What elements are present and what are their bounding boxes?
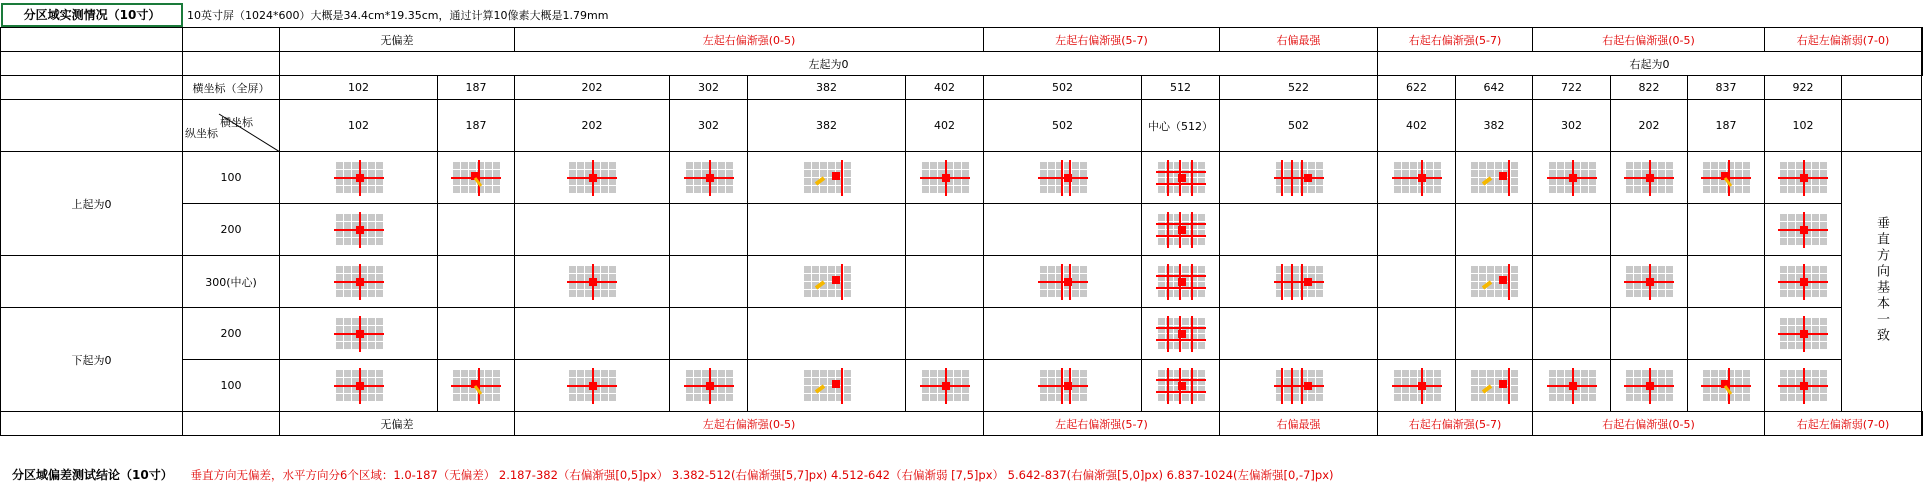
group-footer-row <box>1 412 1923 436</box>
x-relative-value: 382 <box>748 100 906 152</box>
side-note-text: 垂直方向基本一致 <box>1874 216 1889 344</box>
x-relative-value: 中心（512） <box>1142 100 1220 152</box>
touch-test-thumbnail <box>1701 368 1751 404</box>
touch-test-thumbnail <box>802 264 852 300</box>
x-relative-value: 502 <box>1220 100 1378 152</box>
test-cell <box>1533 152 1611 204</box>
test-cell <box>1688 204 1765 256</box>
test-cell <box>670 204 748 256</box>
axis-corner-cell <box>183 100 280 152</box>
touch-test-thumbnail <box>567 264 617 300</box>
touch-test-thumbnail <box>1156 264 1206 300</box>
blank-cell <box>1922 52 1923 76</box>
test-cell <box>1220 308 1378 360</box>
test-cell <box>984 308 1142 360</box>
group-right-right-0-5: 右起右偏渐强(0-5) <box>1533 412 1765 436</box>
test-cell <box>984 204 1142 256</box>
x-fullscreen-value: 512 <box>1142 76 1220 100</box>
conclusion-text: 垂直方向无偏差，水平方向分6个区域：1.0-187（无偏差） 2.187-382（右偏渐强[0,5]px） 3.382-512(右偏渐强[5,7]px) 4.512-642（右偏渐弱 [7,5]px） 5.642-837(右偏渐强[5,0]px) 6.837-1024(左偏渐强[0,-7]px) <box>190 468 1334 482</box>
test-cell <box>1688 308 1765 360</box>
blank-cell <box>1 412 183 436</box>
section-top: 上起为0 <box>1 152 183 256</box>
touch-test-thumbnail <box>1469 160 1519 196</box>
x-relative-value: 202 <box>1611 100 1688 152</box>
touch-test-thumbnail <box>1624 368 1674 404</box>
group-right-right-0-5: 右起右偏渐强(0-5) <box>1533 28 1765 52</box>
data-row <box>1 360 1923 412</box>
group-right-left-7-0: 右起左偏渐弱(7-0) <box>1765 412 1922 436</box>
touch-test-thumbnail <box>1778 368 1828 404</box>
x-axis-label: 横坐标 <box>220 116 253 129</box>
x-fullscreen-value: 102 <box>280 76 438 100</box>
y-value: 200 <box>183 308 280 360</box>
y-value: 300(中心) <box>183 256 280 308</box>
test-cell <box>670 308 748 360</box>
blank-cell <box>1 100 183 152</box>
x-relative-value: 202 <box>515 100 670 152</box>
touch-test-thumbnail <box>1274 368 1324 404</box>
group-right-right-5-7: 右起右偏渐强(5-7) <box>1378 28 1533 52</box>
test-cell <box>748 360 906 412</box>
touch-test-thumbnail <box>684 368 734 404</box>
test-cell <box>1142 204 1220 256</box>
conclusion-title: 分区域偏差测试结论（10寸） <box>12 468 173 482</box>
data-row <box>1 152 1923 204</box>
touch-test-thumbnail <box>1274 160 1324 196</box>
section-bottom: 下起为0 <box>1 308 183 412</box>
test-cell <box>515 308 670 360</box>
touch-test-thumbnail <box>1274 264 1324 300</box>
touch-test-thumbnail <box>802 368 852 404</box>
test-cell <box>1456 308 1533 360</box>
x-relative-row <box>1 100 1923 152</box>
test-cell <box>1456 360 1533 412</box>
y-value: 200 <box>183 204 280 256</box>
x-relative-value: 402 <box>1378 100 1456 152</box>
touch-test-thumbnail <box>1778 264 1828 300</box>
touch-test-thumbnail <box>451 160 501 196</box>
touch-test-thumbnail <box>1392 368 1442 404</box>
touch-test-thumbnail <box>1701 160 1751 196</box>
group-left-right-5-7: 左起右偏渐强(5-7) <box>984 412 1220 436</box>
touch-test-thumbnail <box>1038 264 1088 300</box>
x-fullscreen-value: 402 <box>906 76 984 100</box>
test-cell <box>1765 256 1842 308</box>
x-fullscreen-row <box>1 76 1923 100</box>
group-no-offset: 无偏差 <box>280 28 515 52</box>
touch-test-thumbnail <box>567 368 617 404</box>
group-left-right-0-5: 左起右偏渐强(0-5) <box>515 412 984 436</box>
test-cell <box>1611 360 1688 412</box>
touch-test-thumbnail <box>1547 160 1597 196</box>
group-left-right-5-7: 左起右偏渐强(5-7) <box>984 28 1220 52</box>
test-cell <box>1220 256 1378 308</box>
test-cell <box>1378 360 1456 412</box>
test-cell <box>280 152 438 204</box>
side-note <box>1842 152 1922 412</box>
group-right-strongest: 右偏最强 <box>1220 28 1378 52</box>
test-cell <box>1533 360 1611 412</box>
test-cell <box>1378 204 1456 256</box>
test-cell <box>1142 152 1220 204</box>
test-cell <box>1688 360 1765 412</box>
test-cell <box>1378 256 1456 308</box>
test-cell <box>748 204 906 256</box>
touch-test-thumbnail <box>920 160 970 196</box>
test-cell <box>438 152 515 204</box>
x-relative-value: 187 <box>1688 100 1765 152</box>
test-cell <box>1765 308 1842 360</box>
touch-test-thumbnail <box>1392 160 1442 196</box>
touch-test-thumbnail <box>1156 316 1206 352</box>
touch-test-thumbnail <box>1156 212 1206 248</box>
origin-right: 右起为0 <box>1378 52 1922 76</box>
test-cell <box>1688 256 1765 308</box>
test-cell <box>670 360 748 412</box>
x-fullscreen-value: 722 <box>1533 76 1611 100</box>
data-row <box>1 308 1923 360</box>
touch-test-thumbnail <box>1624 160 1674 196</box>
group-right-right-5-7: 右起右偏渐强(5-7) <box>1378 412 1533 436</box>
test-cell <box>438 204 515 256</box>
test-cell <box>984 152 1142 204</box>
measurement-table <box>0 27 1923 436</box>
x-relative-value: 402 <box>906 100 984 152</box>
test-cell <box>984 360 1142 412</box>
test-cell <box>1456 152 1533 204</box>
y-axis-label: 纵坐标 <box>185 127 218 140</box>
conclusion <box>0 466 1334 483</box>
origin-left: 左起为0 <box>280 52 1378 76</box>
data-row <box>1 256 1923 308</box>
test-cell <box>1533 256 1611 308</box>
touch-test-thumbnail <box>1038 368 1088 404</box>
touch-test-thumbnail <box>334 264 384 300</box>
blank-cell <box>183 52 280 76</box>
group-no-offset: 无偏差 <box>280 412 515 436</box>
origin-row <box>1 52 1923 76</box>
x-fullscreen-value: 622 <box>1378 76 1456 100</box>
x-relative-value: 382 <box>1456 100 1533 152</box>
test-cell <box>1456 256 1533 308</box>
touch-test-thumbnail <box>1778 316 1828 352</box>
test-cell <box>1533 308 1611 360</box>
test-cell <box>515 204 670 256</box>
x-fullscreen-value: 822 <box>1611 76 1688 100</box>
x-relative-value: 302 <box>670 100 748 152</box>
test-cell <box>1765 360 1842 412</box>
test-cell <box>1611 308 1688 360</box>
test-cell <box>906 308 984 360</box>
test-cell <box>1378 308 1456 360</box>
x-relative-value: 102 <box>1765 100 1842 152</box>
test-cell <box>1765 204 1842 256</box>
test-cell <box>1456 204 1533 256</box>
test-cell <box>748 152 906 204</box>
touch-test-thumbnail <box>1624 264 1674 300</box>
group-header-row <box>1 28 1923 52</box>
blank-cell <box>183 412 280 436</box>
blank-cell <box>1922 28 1923 52</box>
touch-test-thumbnail <box>334 212 384 248</box>
test-cell <box>1142 360 1220 412</box>
test-cell <box>280 360 438 412</box>
test-cell <box>280 256 438 308</box>
y-value: 100 <box>183 360 280 412</box>
x-fullscreen-value: 642 <box>1456 76 1533 100</box>
blank-cell <box>1842 100 1922 152</box>
test-cell <box>1611 204 1688 256</box>
test-cell <box>906 360 984 412</box>
touch-test-thumbnail <box>1038 160 1088 196</box>
group-right-strongest: 右偏最强 <box>1220 412 1378 436</box>
y-value: 100 <box>183 152 280 204</box>
x-relative-value: 102 <box>280 100 438 152</box>
sheet-title[interactable]: 分区域实测情况（10寸） <box>1 3 183 27</box>
touch-test-thumbnail <box>1156 160 1206 196</box>
x-fullscreen-value: 187 <box>438 76 515 100</box>
touch-test-thumbnail <box>1469 264 1519 300</box>
test-cell <box>280 204 438 256</box>
touch-test-thumbnail <box>1469 368 1519 404</box>
test-cell <box>438 360 515 412</box>
blank-cell <box>1 28 183 52</box>
touch-test-thumbnail <box>1547 368 1597 404</box>
x-relative-value: 302 <box>1533 100 1611 152</box>
test-cell <box>515 360 670 412</box>
blank-cell <box>1842 76 1922 100</box>
test-cell <box>1611 256 1688 308</box>
x-fullscreen-value: 202 <box>515 76 670 100</box>
test-cell <box>748 308 906 360</box>
touch-test-thumbnail <box>334 160 384 196</box>
touch-test-thumbnail <box>334 316 384 352</box>
test-cell <box>1220 204 1378 256</box>
test-cell <box>438 308 515 360</box>
x-fullscreen-label: 横坐标（全屏） <box>183 76 280 100</box>
x-fullscreen-value: 382 <box>748 76 906 100</box>
data-row <box>1 204 1923 256</box>
x-fullscreen-value: 837 <box>1688 76 1765 100</box>
x-fullscreen-value: 922 <box>1765 76 1842 100</box>
blank-cell <box>1922 412 1923 436</box>
test-cell <box>1688 152 1765 204</box>
test-cell <box>1142 256 1220 308</box>
x-fullscreen-value: 522 <box>1220 76 1378 100</box>
test-cell <box>280 308 438 360</box>
group-left-right-0-5: 左起右偏渐强(0-5) <box>515 28 984 52</box>
test-cell <box>1611 152 1688 204</box>
group-right-left-7-0: 右起左偏渐弱(7-0) <box>1765 28 1922 52</box>
blank-cell <box>1 256 183 308</box>
x-fullscreen-value: 302 <box>670 76 748 100</box>
blank-cell <box>183 28 280 52</box>
test-cell <box>670 152 748 204</box>
test-cell <box>1533 204 1611 256</box>
touch-test-thumbnail <box>802 160 852 196</box>
test-cell <box>906 152 984 204</box>
test-cell <box>906 204 984 256</box>
test-cell <box>748 256 906 308</box>
test-cell <box>670 256 748 308</box>
test-cell <box>515 256 670 308</box>
test-cell <box>1220 360 1378 412</box>
test-cell <box>1378 152 1456 204</box>
touch-test-thumbnail <box>1156 368 1206 404</box>
touch-test-thumbnail <box>567 160 617 196</box>
test-cell <box>1220 152 1378 204</box>
blank-cell <box>1 52 183 76</box>
test-cell <box>515 152 670 204</box>
x-relative-value: 502 <box>984 100 1142 152</box>
screen-size-note: 10英寸屏（1024*600）大概是34.4cm*19.35cm，通过计算10像素大概是1.79mm <box>187 9 609 22</box>
touch-test-thumbnail <box>451 368 501 404</box>
test-cell <box>984 256 1142 308</box>
blank-cell <box>1 76 183 100</box>
touch-test-thumbnail <box>1778 160 1828 196</box>
test-cell <box>1142 308 1220 360</box>
x-relative-value: 187 <box>438 100 515 152</box>
touch-test-thumbnail <box>1778 212 1828 248</box>
test-cell <box>906 256 984 308</box>
touch-test-thumbnail <box>920 368 970 404</box>
touch-test-thumbnail <box>684 160 734 196</box>
touch-test-thumbnail <box>334 368 384 404</box>
test-cell <box>438 256 515 308</box>
x-fullscreen-value: 502 <box>984 76 1142 100</box>
test-cell <box>1765 152 1842 204</box>
